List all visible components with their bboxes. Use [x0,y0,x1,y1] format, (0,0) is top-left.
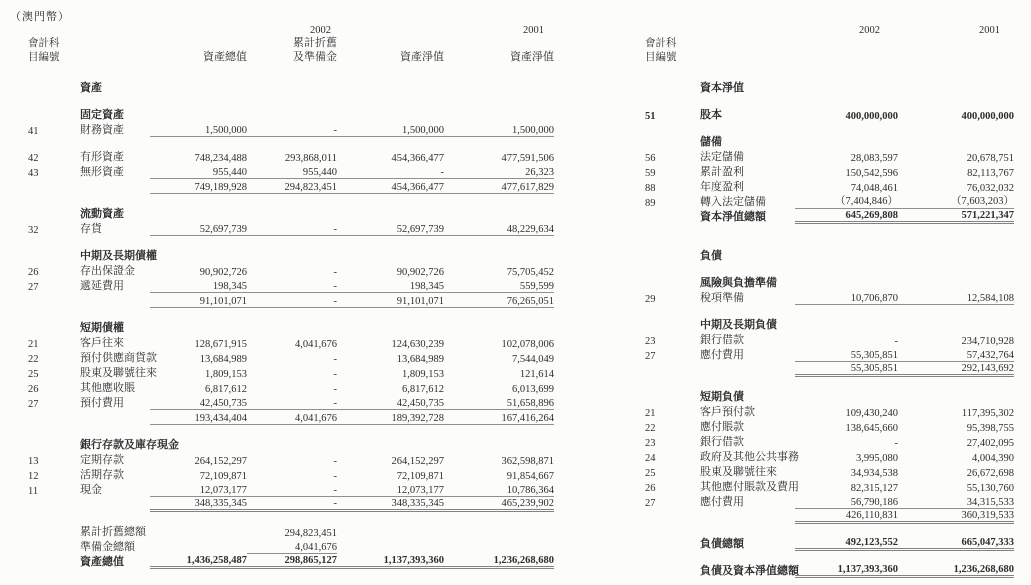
item-label: 應付賬款 [700,421,744,433]
item-label: 客戶往來 [80,337,124,349]
amount-cell: 189,392,728 [337,413,444,425]
amount-cell: 26,323 [444,167,554,179]
amount-cell: 55,305,851 [795,363,898,377]
table-row [28,380,640,395]
item-label: 客戶預付款 [700,406,755,418]
amount-cell: 294,823,451 [284,528,337,539]
amount-cell: 1,809,153 [402,369,444,380]
equity-liabilities-panel [640,22,1031,578]
account-code: 27 [28,282,39,293]
amount-cell: - [247,485,337,497]
item-label: 銀行借款 [700,436,744,448]
table-row [645,434,1031,449]
amount-cell: 294,823,451 [247,182,337,194]
account-code-header: 會計科 [645,38,677,49]
item-label: 存貨 [80,223,102,235]
item-label: 負債 [700,250,722,262]
amount-cell: 42,450,735 [337,398,444,410]
item-label: 遞延費用 [80,280,124,292]
panels-container [0,22,1031,578]
amount-cell: 12,073,177 [150,485,247,497]
table-row [645,209,1031,224]
account-code: 26 [645,483,656,494]
amount-cell: 1,809,153 [205,369,247,380]
amount-cell: 6,013,699 [512,384,554,395]
amount-cell: 6,817,612 [402,384,444,395]
amount-cell: 426,110,831 [795,510,898,524]
table-row [645,419,1031,434]
amount-cell: 749,189,928 [150,182,247,194]
account-code: 29 [645,294,656,305]
amount-cell: 360,319,533 [898,510,1014,524]
amount-cell: - [333,456,337,467]
amount-cell: 234,710,928 [961,336,1014,347]
table-row [645,362,1031,377]
item-label: 稅項準備 [700,292,744,304]
account-code: 42 [28,153,39,164]
amount-cell: 26,672,698 [966,468,1014,479]
amount-cell: - [247,498,337,512]
amount-cell: - [247,224,337,236]
amount-cell: 6,817,612 [205,384,247,395]
amount-cell: 56,790,186 [795,497,898,509]
item-label: 流動資產 [80,208,124,220]
amount-cell: - [247,296,337,308]
item-label: 短期負債 [700,391,744,403]
item-label: 儲備 [700,136,722,148]
amount-cell: - [247,125,337,137]
table-row [645,194,1031,209]
amount-cell: 55,305,851 [795,350,898,362]
amount-cell: - [894,438,898,449]
assets-panel [0,22,640,578]
amount-cell: 82,315,127 [850,483,898,494]
header-line-mid [645,36,1031,50]
account-code: 25 [645,468,656,479]
amount-cell: 117,395,302 [961,408,1014,419]
amount-cell: 400,000,000 [961,111,1014,122]
amount-cell: 1,236,268,680 [444,555,554,569]
table-row [645,149,1031,164]
table-row [28,395,640,410]
amount-cell: 74,048,461 [850,183,898,194]
table-row [645,509,1031,524]
amount-cell: 12,073,177 [337,485,444,497]
item-label: 其他應收賬 [80,382,135,394]
amount-cell: 51,658,896 [444,398,554,410]
table-row [645,479,1031,494]
section-row [645,80,1031,95]
item-label: 負債及資本淨值總額 [700,565,799,577]
amount-cell: 1,500,000 [444,125,554,137]
amount-cell: 91,101,071 [337,296,444,308]
table-row [645,563,1031,578]
item-label: 存出保證金 [80,265,135,277]
item-label: 資產 [80,82,102,94]
item-label: 累計折舊總額 [80,526,146,538]
item-label: 轉入法定儲備 [700,196,766,208]
item-label: 股東及聯號往來 [700,466,777,478]
currency-note: （澳門幣） [10,11,70,23]
amount-cell: 4,041,676 [247,413,337,425]
amount-cell: 52,697,739 [150,224,247,236]
table-row [28,482,640,497]
net-assets-2002-header: 資產淨值 [400,51,444,63]
amount-cell: 10,786,364 [444,485,554,497]
account-code: 43 [28,168,39,179]
item-label: 預付供應商貨款 [80,352,157,364]
amount-cell: 477,617,829 [444,182,554,194]
amount-cell: 571,221,347 [898,210,1014,224]
amount-cell: 748,234,488 [194,153,247,164]
amount-cell: 1,137,393,360 [337,555,444,569]
section-row [28,206,640,221]
table-row [645,404,1031,419]
item-label: 預付費用 [80,397,124,409]
amount-cell: 13,684,989 [396,354,444,365]
table-row [28,452,640,467]
item-label: 資產總值 [80,556,124,568]
amount-cell: 57,432,764 [898,350,1014,362]
section-row [28,107,640,122]
amount-cell: 138,645,660 [845,423,898,434]
item-label: 銀行存款及庫存現金 [80,439,179,451]
amount-cell: 48,229,634 [444,224,554,236]
amount-cell: 454,366,477 [337,182,444,194]
amount-cell: 1,236,268,680 [898,564,1014,578]
header-line-bottom [28,50,640,64]
amount-cell: 95,398,755 [966,423,1014,434]
table-row [645,494,1031,509]
account-code: 22 [28,354,39,365]
amount-cell: 128,671,915 [194,339,247,350]
amount-cell: 645,269,808 [795,210,898,224]
item-label: 資本淨值 [700,82,744,94]
table-row [28,149,640,164]
account-code: 26 [28,384,39,395]
account-code-header: 目編號 [645,52,677,63]
account-code: 88 [645,183,656,194]
amount-cell: 1,436,258,487 [150,555,247,569]
amount-cell: 348,335,345 [337,498,444,512]
account-code: 24 [645,453,656,464]
account-code-header: 目編號 [28,52,60,63]
amount-cell: 3,995,080 [856,453,898,464]
item-label: 應付費用 [700,349,744,361]
table-row [28,497,640,512]
amount-cell: 465,239,902 [444,498,554,512]
equity-liabilities-rows [645,80,1031,578]
item-label: 年度盈利 [700,181,744,193]
amount-cell: （7,404,846） [795,193,898,209]
amount-cell: 121,614 [519,369,554,380]
table-row [645,332,1031,347]
table-row [645,290,1031,305]
amount-cell: - [333,471,337,482]
amount-cell: - [333,354,337,365]
amount-cell: 4,004,390 [972,453,1014,464]
table-row [645,347,1031,362]
account-code: 21 [645,408,656,419]
amount-cell: 91,854,667 [506,471,554,482]
amount-cell: 198,345 [150,281,247,293]
table-row [28,179,640,194]
header-gap [28,64,640,80]
amount-cell: 72,109,871 [199,471,247,482]
amount-cell: 492,123,552 [795,537,898,551]
item-label: 其他應付賬款及費用 [700,481,799,493]
item-label: 有形資產 [80,151,124,163]
section-row [28,437,640,452]
section-row [645,134,1031,149]
item-label: 政府及其他公共事務 [700,451,799,463]
table-row [28,365,640,380]
account-code-header: 會計科 [28,38,60,49]
year-2002-label: 2002 [859,25,880,36]
amount-cell: 348,335,345 [150,498,247,512]
header-line-bottom [645,50,1031,64]
amount-cell: 292,143,692 [898,363,1014,377]
amount-cell: 109,430,240 [845,408,898,419]
table-row [28,467,640,482]
gross-assets-header: 資產總值 [203,51,247,63]
amount-cell: 28,083,597 [850,153,898,164]
item-label: 負債總額 [700,538,744,550]
account-code: 23 [645,438,656,449]
amount-cell: 4,041,676 [247,542,337,554]
amount-cell: 665,047,333 [898,537,1014,551]
amount-cell: - [894,336,898,347]
section-row [28,320,640,335]
section-row [645,389,1031,404]
amount-cell: 7,544,049 [512,354,554,365]
table-row [28,539,640,554]
item-label: 銀行借款 [700,334,744,346]
amount-cell: 1,137,393,360 [795,564,898,578]
amount-cell: 12,584,108 [898,293,1014,305]
account-code: 27 [645,351,656,362]
item-label: 現金 [80,484,102,496]
table-row [28,221,640,236]
table-row [28,524,640,539]
amount-cell: 477,591,506 [501,153,554,164]
assets-rows [28,80,640,569]
item-label: 資本淨值總額 [700,211,766,223]
item-label: 中期及長期債權 [80,250,157,262]
amount-cell: 264,152,297 [194,456,247,467]
item-label: 中期及長期負債 [700,319,777,331]
header-gap [645,64,1031,80]
section-row [28,248,640,263]
account-code: 25 [28,369,39,380]
table-row [28,263,640,278]
item-label: 股本 [700,109,722,121]
amount-cell: 72,109,871 [396,471,444,482]
table-row [28,164,640,179]
table-row [645,107,1031,122]
amount-cell: 193,434,404 [150,413,247,425]
amount-cell: - [333,267,337,278]
year-2001-label: 2001 [979,25,1000,36]
item-label: 固定資產 [80,109,124,121]
amount-cell: 198,345 [337,281,444,293]
amount-cell: 10,706,870 [795,293,898,305]
amount-cell: - [247,281,337,293]
account-code: 51 [645,111,656,122]
amount-cell: - [333,369,337,380]
amount-cell: 4,041,676 [295,339,337,350]
account-code: 11 [28,486,39,497]
amount-cell: 13,684,989 [199,354,247,365]
section-row [645,248,1031,263]
net-assets-2001-header: 資產淨值 [510,51,554,63]
section-row [28,80,640,95]
account-code: 27 [645,498,656,509]
item-label: 活期存款 [80,469,124,481]
amount-cell: 20,678,751 [966,153,1014,164]
amount-cell: - [247,398,337,410]
item-label: 財務資產 [80,124,124,136]
amount-cell: 90,902,726 [199,267,247,278]
amount-cell: 124,630,239 [391,339,444,350]
account-code: 22 [645,423,656,434]
table-row [645,179,1031,194]
account-code: 27 [28,399,39,410]
accum-depreciation-header: 及準備金 [293,51,337,63]
header-line-years [645,22,1031,36]
section-row [645,317,1031,332]
amount-cell: 559,599 [444,281,554,293]
amount-cell: 34,934,538 [850,468,898,479]
table-row [28,554,640,569]
amount-cell: - [333,384,337,395]
amount-cell: 82,113,767 [967,168,1014,179]
item-label: 股東及聯號往來 [80,367,157,379]
table-row [28,293,640,308]
table-row [28,122,640,137]
amount-cell: - [337,167,444,179]
amount-cell: 90,902,726 [396,267,444,278]
table-row [28,278,640,293]
amount-cell: 34,315,533 [898,497,1014,509]
item-label: 風險與負擔準備 [700,277,777,289]
amount-cell: 75,705,452 [506,267,554,278]
amount-cell: 1,500,000 [337,125,444,137]
item-label: 應付費用 [700,496,744,508]
item-label: 定期存款 [80,454,124,466]
account-code: 59 [645,168,656,179]
item-label: 準備金總額 [80,541,135,553]
year-2001-label: 2001 [523,25,544,36]
row-gap [645,224,1031,236]
amount-cell: 293,868,011 [284,153,337,164]
amount-cell: 1,500,000 [150,125,247,137]
amount-cell: 27,402,095 [966,438,1014,449]
amount-cell: 102,078,006 [501,339,554,350]
item-label: 短期債權 [80,322,124,334]
item-label: 累計盈利 [700,166,744,178]
table-row [645,164,1031,179]
amount-cell: 298,865,127 [247,555,337,569]
item-label: 法定儲備 [700,151,744,163]
table-row [28,335,640,350]
account-code: 12 [28,471,39,482]
amount-cell: 167,416,264 [444,413,554,425]
amount-cell: 400,000,000 [845,111,898,122]
account-code: 32 [28,225,39,236]
amount-cell: 76,032,032 [966,183,1014,194]
table-row [645,449,1031,464]
account-code: 89 [645,198,656,209]
accum-depreciation-header: 累計折舊 [293,37,337,49]
amount-cell: 264,152,297 [391,456,444,467]
table-row [28,350,640,365]
amount-cell: 91,101,071 [150,296,247,308]
amount-cell: 55,130,760 [966,483,1014,494]
account-code: 56 [645,153,656,164]
item-label: 無形資產 [80,166,124,178]
table-row [645,464,1031,479]
amount-cell: 150,542,596 [845,168,898,179]
amount-cell: 76,265,051 [444,296,554,308]
account-code: 21 [28,339,39,350]
amount-cell: 362,598,871 [501,456,554,467]
amount-cell: 955,440 [150,167,247,179]
amount-cell: 454,366,477 [391,153,444,164]
section-row [645,275,1031,290]
amount-cell: （7,603,203） [898,193,1014,209]
account-code: 13 [28,456,39,467]
amount-cell: 42,450,735 [150,398,247,410]
amount-cell: 52,697,739 [337,224,444,236]
amount-cell: 955,440 [247,167,337,179]
table-row [645,536,1031,551]
account-code: 23 [645,336,656,347]
year-2002-label: 2002 [310,25,331,36]
account-code: 41 [28,126,39,137]
account-code: 26 [28,267,39,278]
table-row [28,410,640,425]
